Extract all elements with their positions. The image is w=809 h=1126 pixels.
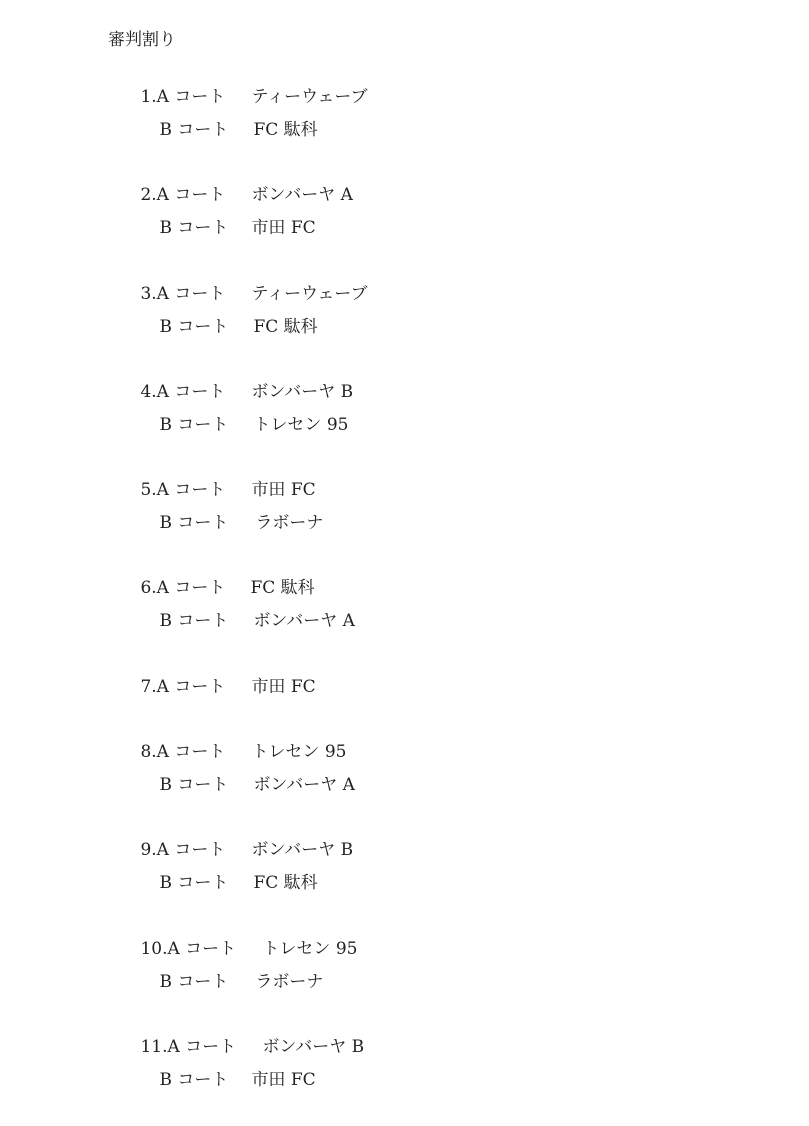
a-court-team: トレセン 95: [262, 939, 358, 959]
match-entry-1: [108, 61, 368, 140]
b-court-team: ラボーナ: [255, 972, 324, 992]
document-title: 審判割り: [108, 30, 176, 50]
a-court-team: ボンバーヤ B: [262, 1037, 365, 1057]
a-court-team: トレセン 95: [251, 742, 347, 762]
b-court-label: B コート: [159, 513, 229, 533]
a-court-label: 1.A コート: [140, 87, 226, 107]
a-court-label: 8.A コート: [140, 742, 226, 762]
a-court-line: [108, 814, 354, 860]
b-court-team: ラボーナ: [255, 513, 324, 533]
b-court-label: B コート: [159, 775, 229, 795]
b-court-team: 市田 FC: [251, 1070, 316, 1090]
b-court-team: トレセン 95: [253, 415, 349, 435]
a-court-line: [108, 258, 368, 304]
a-court-team: ボンバーヤ A: [251, 185, 353, 205]
a-court-label: 2.A コート: [140, 185, 226, 205]
a-court-line: [108, 651, 316, 697]
b-court-team: ボンバーヤ A: [253, 775, 355, 795]
b-court-label: B コート: [159, 611, 229, 631]
b-court-label: B コート: [159, 218, 229, 238]
a-court-line: [108, 454, 323, 500]
match-entry-9: [108, 814, 354, 893]
match-entry-6: [108, 552, 355, 631]
match-entry-11: [108, 1011, 365, 1090]
match-entry-3: [108, 258, 368, 337]
match-entry-4: [108, 356, 354, 435]
b-court-team: FC 駄科: [253, 873, 318, 893]
match-entry-5: [108, 454, 324, 533]
a-court-team: ボンバーヤ B: [251, 382, 354, 402]
match-entry-10: [108, 913, 358, 992]
a-court-label: 10.A コート: [140, 939, 237, 959]
a-court-line: [108, 913, 358, 959]
a-court-label: 4.A コート: [140, 382, 226, 402]
a-court-label: 9.A コート: [140, 840, 226, 860]
a-court-label: 11.A コート: [140, 1037, 237, 1057]
b-court-label: B コート: [159, 972, 229, 992]
b-court-label: B コート: [159, 120, 229, 140]
b-court-team: 市田 FC: [251, 218, 316, 238]
b-court-label: B コート: [159, 415, 229, 435]
a-court-team: FC 駄科: [250, 578, 315, 598]
a-court-line: [108, 61, 368, 107]
a-court-label: 6.A コート: [140, 578, 226, 598]
b-court-team: FC 駄科: [253, 120, 318, 140]
match-entry-8: [108, 716, 355, 795]
match-entry-7: [108, 651, 316, 697]
a-court-line: [108, 356, 354, 402]
a-court-line: [108, 1011, 365, 1057]
a-court-team: ボンバーヤ B: [251, 840, 354, 860]
a-court-line: [108, 716, 355, 762]
b-court-team: ボンバーヤ A: [253, 611, 355, 631]
b-court-label: B コート: [159, 873, 229, 893]
a-court-team: 市田 FC: [251, 677, 316, 697]
match-entry-2: [108, 159, 353, 238]
a-court-label: 7.A コート: [140, 677, 226, 697]
a-court-team: 市田 FC: [251, 480, 316, 500]
a-court-label: 5.A コート: [140, 480, 226, 500]
a-court-line: [108, 552, 355, 598]
b-court-label: B コート: [159, 1070, 229, 1090]
a-court-team: ティーウェーブ: [251, 87, 368, 107]
a-court-label: 3.A コート: [140, 284, 226, 304]
b-court-team: FC 駄科: [253, 317, 318, 337]
a-court-team: ティーウェーブ: [251, 284, 368, 304]
a-court-line: [108, 159, 353, 205]
b-court-label: B コート: [159, 317, 229, 337]
